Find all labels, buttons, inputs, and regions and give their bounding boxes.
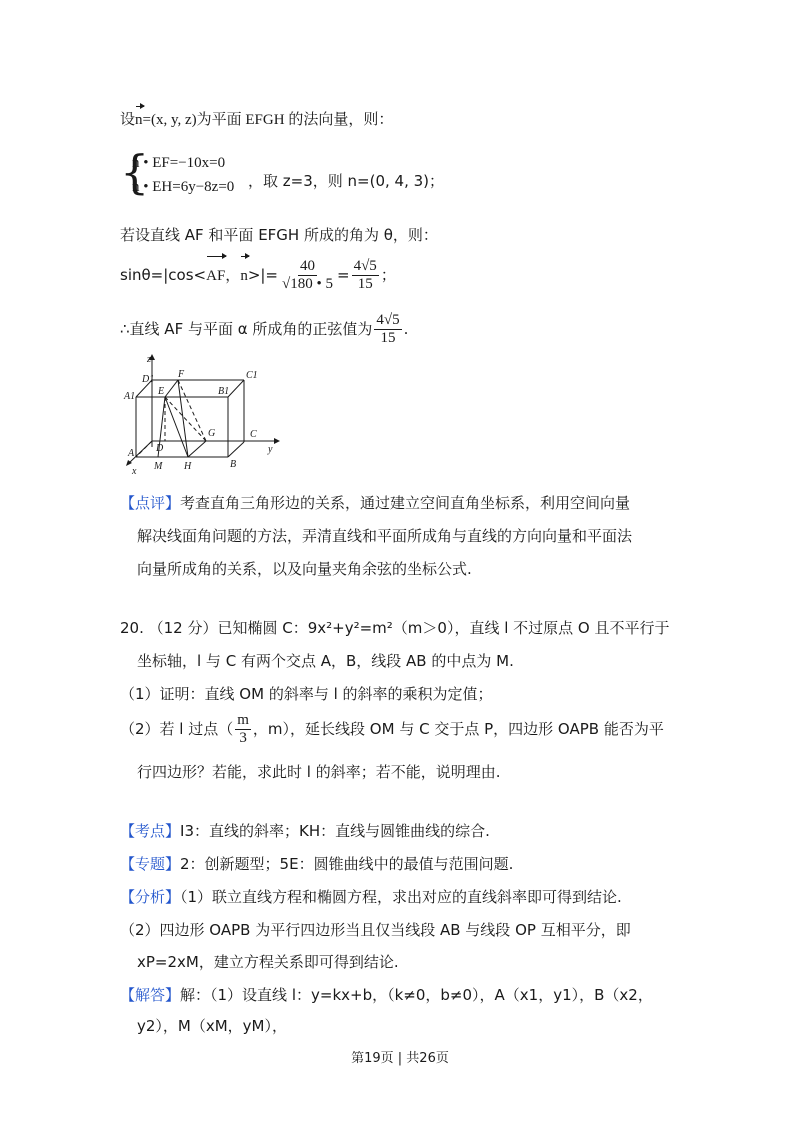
jieda-tag: 【解答】: [120, 986, 181, 1004]
conclusion-prefix: ∴直线 AF 与平面 α 所成角的正弦值为: [120, 320, 373, 338]
fenxi-line-3: xP=2xM，建立方程关系即可得到结论.: [137, 953, 399, 971]
label-m: M: [154, 461, 163, 472]
fenxi-line-2: （2）四边形 OAPB 为平行四边形当且仅当线段 AB 与线段 OP 互相平分，即: [120, 921, 631, 939]
fraction-1-den: √180 • 5: [282, 276, 333, 292]
jieda-text-1: 解：（1）设直线 l：y=kx+b，（k≠0，b≠0），A（x1，y1），B（x2，: [180, 986, 653, 1004]
fraction-1-num: 40: [300, 258, 315, 274]
label-f: F: [178, 369, 185, 380]
vector-n-2: n: [240, 259, 248, 293]
jieda-line-1: [120, 984, 653, 1006]
kaodian-tag: 【考点】: [120, 822, 181, 840]
sin-close: >|=: [247, 266, 279, 284]
label-h: H: [184, 461, 192, 472]
fenxi-line-1: [120, 886, 622, 908]
sin-theta-formula: [120, 258, 396, 293]
fraction-3-den: 15: [380, 330, 396, 346]
system-tail: ，取 z=3，则 n=(0, 4, 3)；: [248, 172, 445, 190]
problem-20-q2: [120, 712, 664, 747]
label-d: D: [156, 443, 164, 454]
angle-assumption: 若设直线 AF 和平面 EFGH 所成的角为 θ，则：: [120, 226, 438, 244]
zhuanti-tag: 【专题】: [120, 855, 181, 873]
vector-af: AF: [206, 259, 225, 293]
problem-20-q2-line-2: 行四边形？若能，求此时 l 的斜率；若不能，说明理由.: [137, 763, 501, 781]
normal-vector-definition: [120, 108, 393, 131]
sin-eq: =: [337, 266, 350, 284]
fenxi-tag: 【分析】: [120, 888, 181, 906]
comment-text-1: 考查直角三角形边的关系，通过建立空间直角坐标系，利用空间向量: [180, 494, 631, 512]
fraction-2-num: 4√5: [353, 258, 377, 274]
jieda-line-2: y2），M（xM，yM），: [137, 1017, 288, 1035]
comment-line-1: [120, 492, 630, 514]
text-prefix: 设: [120, 110, 136, 128]
problem-20-line-2: 坐标轴，l 与 C 有两个交点 A，B，线段 AB 的中点为 M.: [137, 652, 514, 670]
fraction-m-3-den: 3: [239, 730, 247, 746]
conclusion-end: .: [403, 320, 409, 338]
y-arrow: [274, 438, 280, 444]
sin-prefix: sinθ=|cos<: [120, 266, 207, 284]
problem-20-line-1: 20. （12 分）已知椭圆 C：9x²+y²=m²（m＞0），直线 l 不过原点 O 且不平行于: [120, 619, 670, 637]
comment-line-2: 解决线面角问题的方法，弄清直线和平面所成角与直线的方向向量和平面法: [137, 527, 633, 545]
zhuanti-line: [120, 853, 513, 875]
problem-20-q1: （1）证明：直线 OM 的斜率与 l 的斜率的乘积为定值；: [120, 685, 493, 703]
label-c1: C1: [246, 370, 258, 381]
label-a: A: [128, 448, 135, 459]
sin-mid: ，: [225, 266, 241, 284]
label-z: z: [147, 354, 151, 365]
comment-tag: 【点评】: [120, 494, 181, 512]
kaodian-line: [120, 820, 490, 842]
q2-rest: ，m），延长线段 OM 与 C 交于点 P，四边形 OAPB 能否为平: [252, 720, 664, 738]
fenxi-text-1: （1）联立直线方程和椭圆方程，求出对应的直线斜率即可得到结论.: [180, 888, 622, 906]
label-g: G: [208, 428, 216, 439]
system-row-1: n • EF=−10x=0: [132, 155, 226, 171]
text-rest: =(x, y, z)为平面 EFGH 的法向量，则：: [142, 112, 394, 128]
fraction-3: [374, 312, 401, 347]
kaodian-text: I3：直线的斜率；KH：直线与圆锥曲线的综合.: [180, 822, 490, 840]
fraction-2: [352, 258, 379, 293]
sin-end: ；: [380, 266, 396, 284]
label-y: y: [268, 444, 273, 455]
fraction-3-num: 4√5: [376, 312, 400, 328]
cuboid-figure: [118, 352, 288, 477]
system-brace: {: [120, 145, 150, 199]
fraction-m-3-num: m: [237, 712, 249, 728]
system-row-2: n • EH=6y−8z=0: [132, 179, 235, 195]
label-b1: B1: [218, 386, 230, 397]
conclusion-line: [120, 312, 408, 347]
comment-line-3: 向量所成角的关系，以及向量夹角余弦的坐标公式.: [137, 560, 472, 578]
label-x: x: [132, 466, 137, 477]
fraction-m-3: [235, 712, 251, 747]
label-a1: A1: [124, 391, 136, 402]
vector-n: n: [135, 109, 143, 131]
label-c: C: [250, 429, 257, 440]
label-d1: D1: [142, 374, 155, 385]
fraction-2-den: 15: [357, 276, 373, 292]
label-b: B: [230, 459, 237, 470]
zhuanti-text: 2：创新题型；5E：圆锥曲线中的最值与范围问题.: [180, 855, 514, 873]
q2-prefix: （2）若 l 过点（: [120, 720, 234, 738]
fraction-1: [280, 258, 335, 293]
label-e: E: [158, 386, 165, 397]
page-footer: 第19页 | 共26页: [351, 1051, 449, 1066]
